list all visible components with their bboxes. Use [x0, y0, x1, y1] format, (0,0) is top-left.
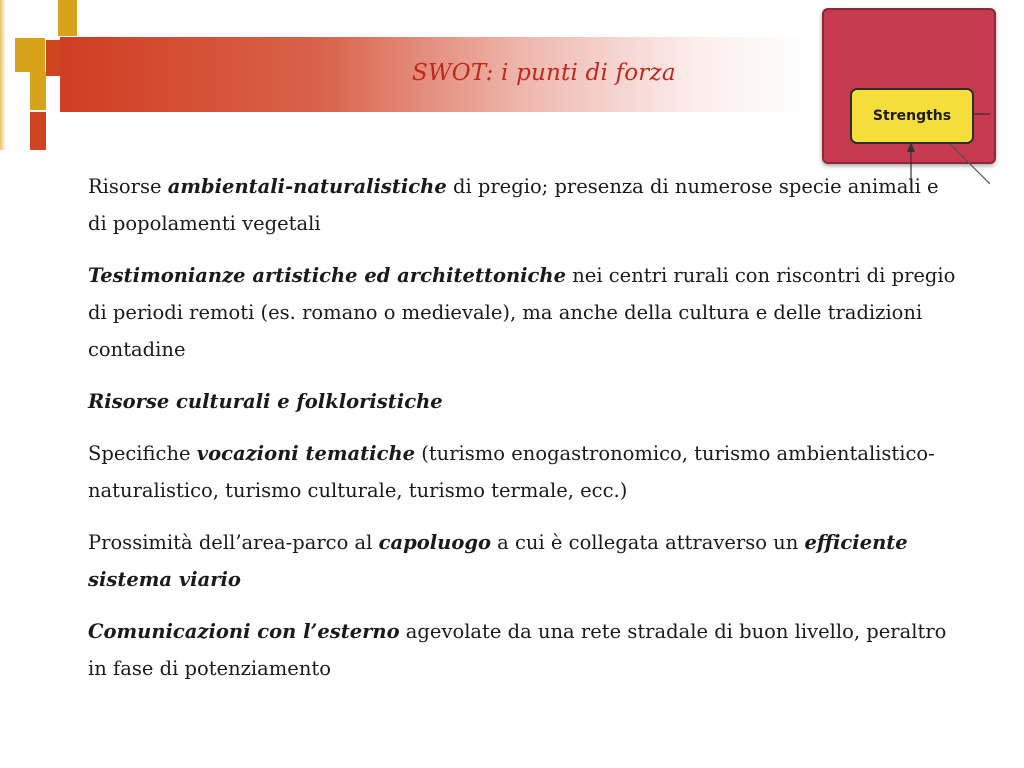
emphasis-run: vocazioni tematiche — [196, 442, 416, 465]
text-run: agevolate da una rete stradale di buon livello, peraltro in fase di potenziamento — [88, 620, 947, 680]
strengths-illustration — [818, 6, 990, 190]
emphasis-run: ambientali-naturalistiche — [167, 175, 447, 198]
paragraph-2 — [88, 257, 958, 368]
text-run: Risorse — [88, 175, 168, 198]
paragraph-5 — [88, 524, 958, 598]
paragraph-3 — [88, 383, 958, 420]
paragraph-1 — [88, 168, 958, 242]
emphasis-run: efficiente sistema viario — [88, 531, 908, 591]
corner-red-square — [46, 40, 60, 76]
slide-body — [88, 168, 958, 702]
text-run: di pregio; presenza di numerose specie animali e di popolamenti vegetali — [88, 175, 939, 235]
corner-gold-square — [15, 38, 45, 72]
emphasis-run: capoluogo — [378, 531, 491, 554]
corner-gold-square — [30, 72, 46, 110]
corner-gold-square — [58, 0, 77, 36]
strengths-label-box: Strengths — [850, 88, 974, 144]
text-run: nei centri rurali con riscontri di pregio di periodi remoti (es. romano o medievale), ma anche della cultura e delle tradizioni contadine — [88, 264, 956, 361]
emphasis-run: Comunicazioni con l’esterno — [88, 620, 400, 643]
corner-gradient-strip — [0, 0, 6, 150]
text-run: a cui è collegata attraverso un — [490, 531, 805, 554]
paragraph-4 — [88, 435, 958, 509]
emphasis-run: Risorse culturali e folkloristiche — [88, 390, 443, 413]
emphasis-run: Testimonianze artistiche ed architettoniche — [88, 264, 567, 287]
text-run: Specifiche — [88, 442, 197, 465]
corner-red-square — [30, 112, 46, 150]
text-run: Prossimità dell’area-parco al — [88, 531, 379, 554]
text-run: (turismo enogastronomico, turismo ambientalistico-naturalistico, turismo culturale, turismo termale, ecc.) — [88, 442, 935, 502]
paragraph-6 — [88, 613, 958, 687]
slide-title: SWOT: i punti di forza — [412, 60, 676, 86]
